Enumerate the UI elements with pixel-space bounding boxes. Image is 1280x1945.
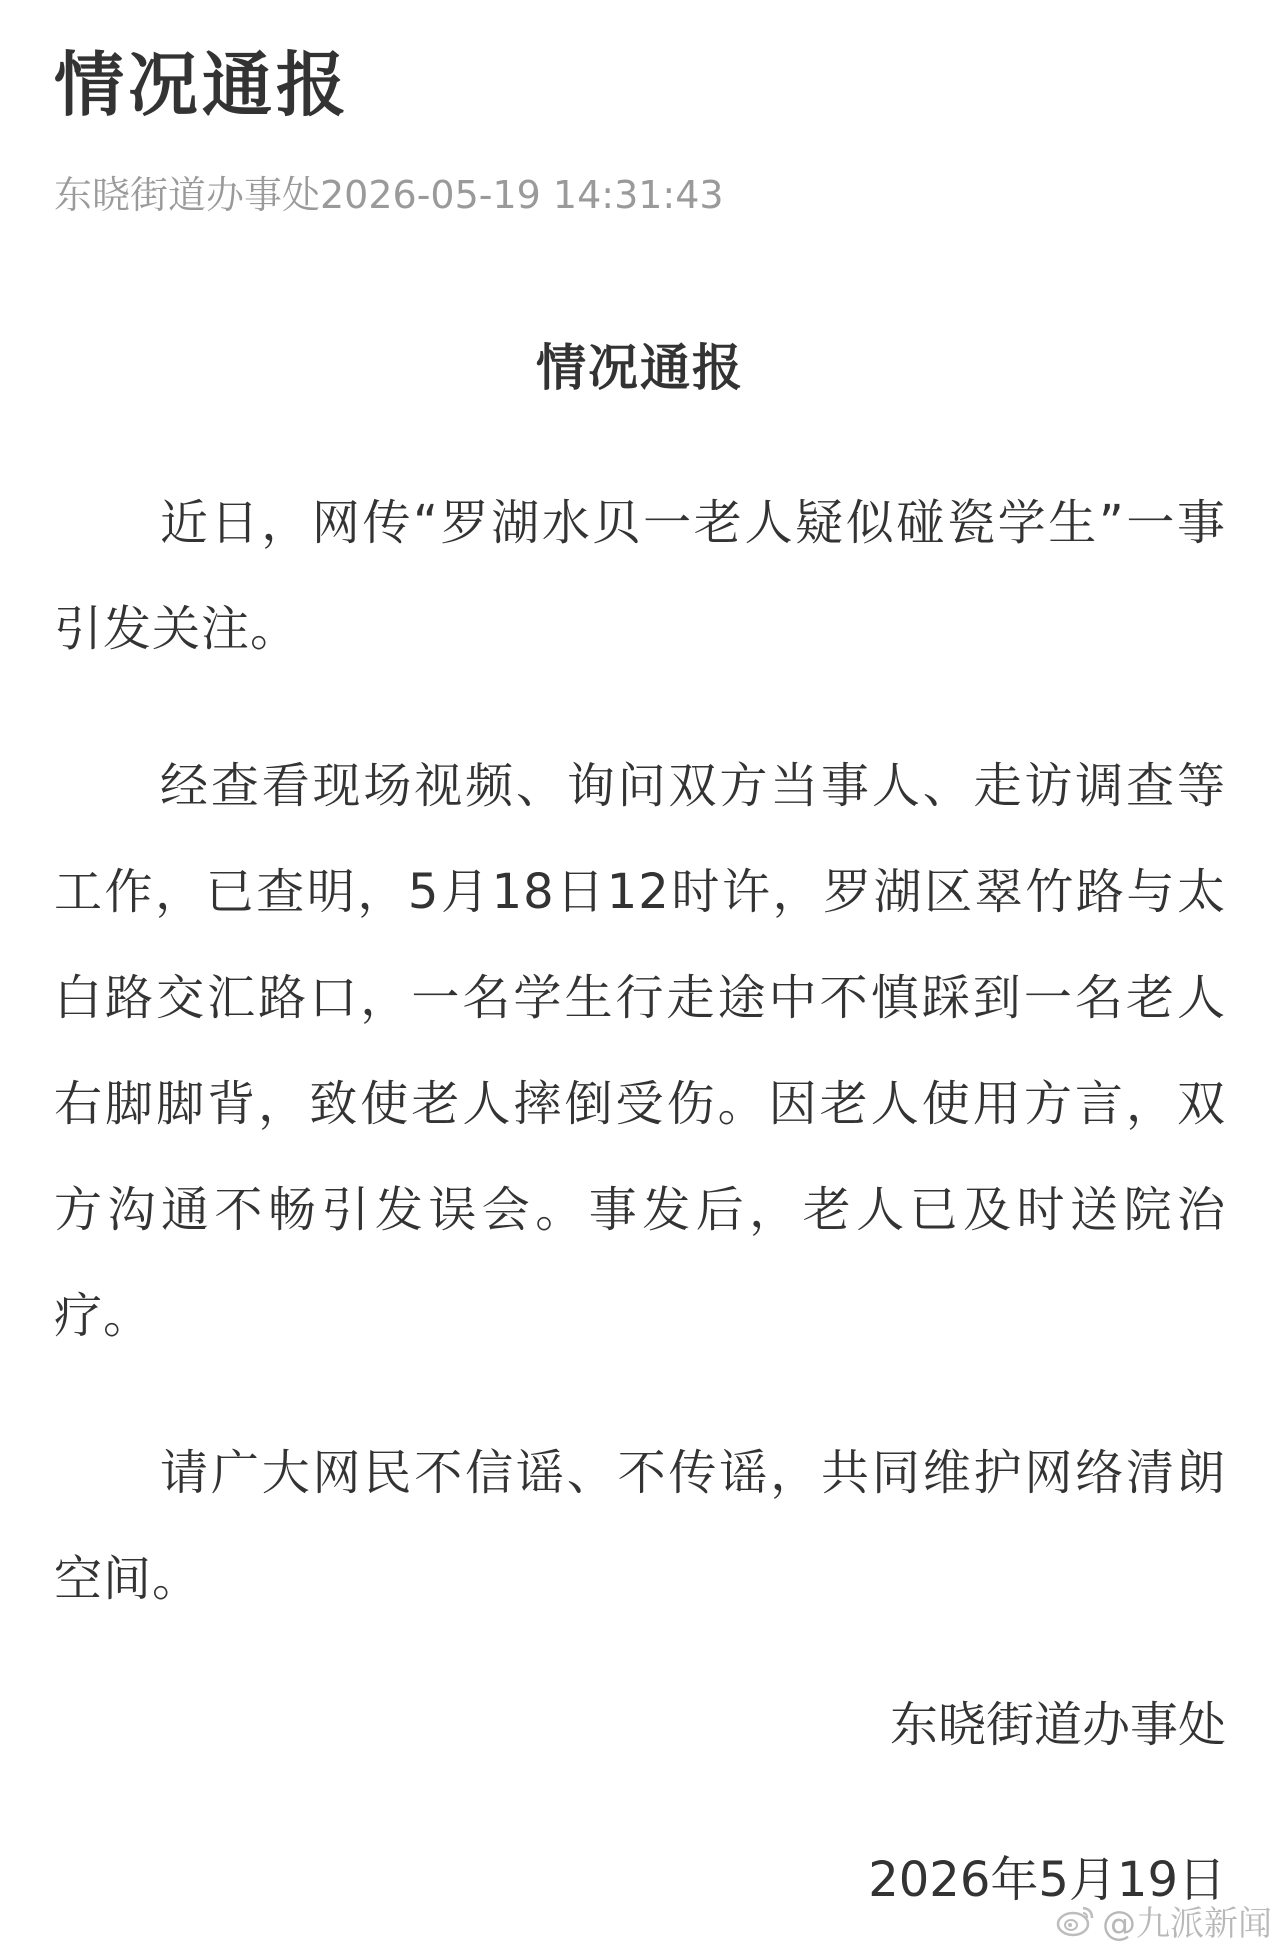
watermark-text: @九派新闻 (1102, 1903, 1272, 1944)
notice-paragraph: 近日，网传“罗湖水贝一老人疑似碰瓷学生”一事引发关注。 (54, 495, 1226, 657)
notice-paragraph: 请广大网民不信谣、不传谣，共同维护网络清朗空间。 (54, 1445, 1226, 1607)
notice-title: 情况通报 (536, 339, 744, 397)
notice-date: 2026年5月19日 (868, 1852, 1226, 1908)
signature: 东晓街道办事处 (889, 1697, 1226, 1753)
weibo-icon (1056, 1903, 1096, 1937)
notice-paragraph: 经查看现场视频、询问双方当事人、走访调查等工作，已查明，5月18日12时许，罗湖区翠竹路与太白路交汇路口，一名学生行走途中不慎踩到一名老人右脚脚背，致使老人摔倒受伤。因老人使用方言，双方沟通不畅引发误会。事发后，老人已及时送院治疗。 (54, 758, 1226, 1344)
page-title: 情况通报 (54, 44, 350, 126)
watermark (1056, 1897, 1272, 1943)
publisher-timestamp: 东晓街道办事处2026-05-19 14:31:43 (54, 173, 724, 217)
